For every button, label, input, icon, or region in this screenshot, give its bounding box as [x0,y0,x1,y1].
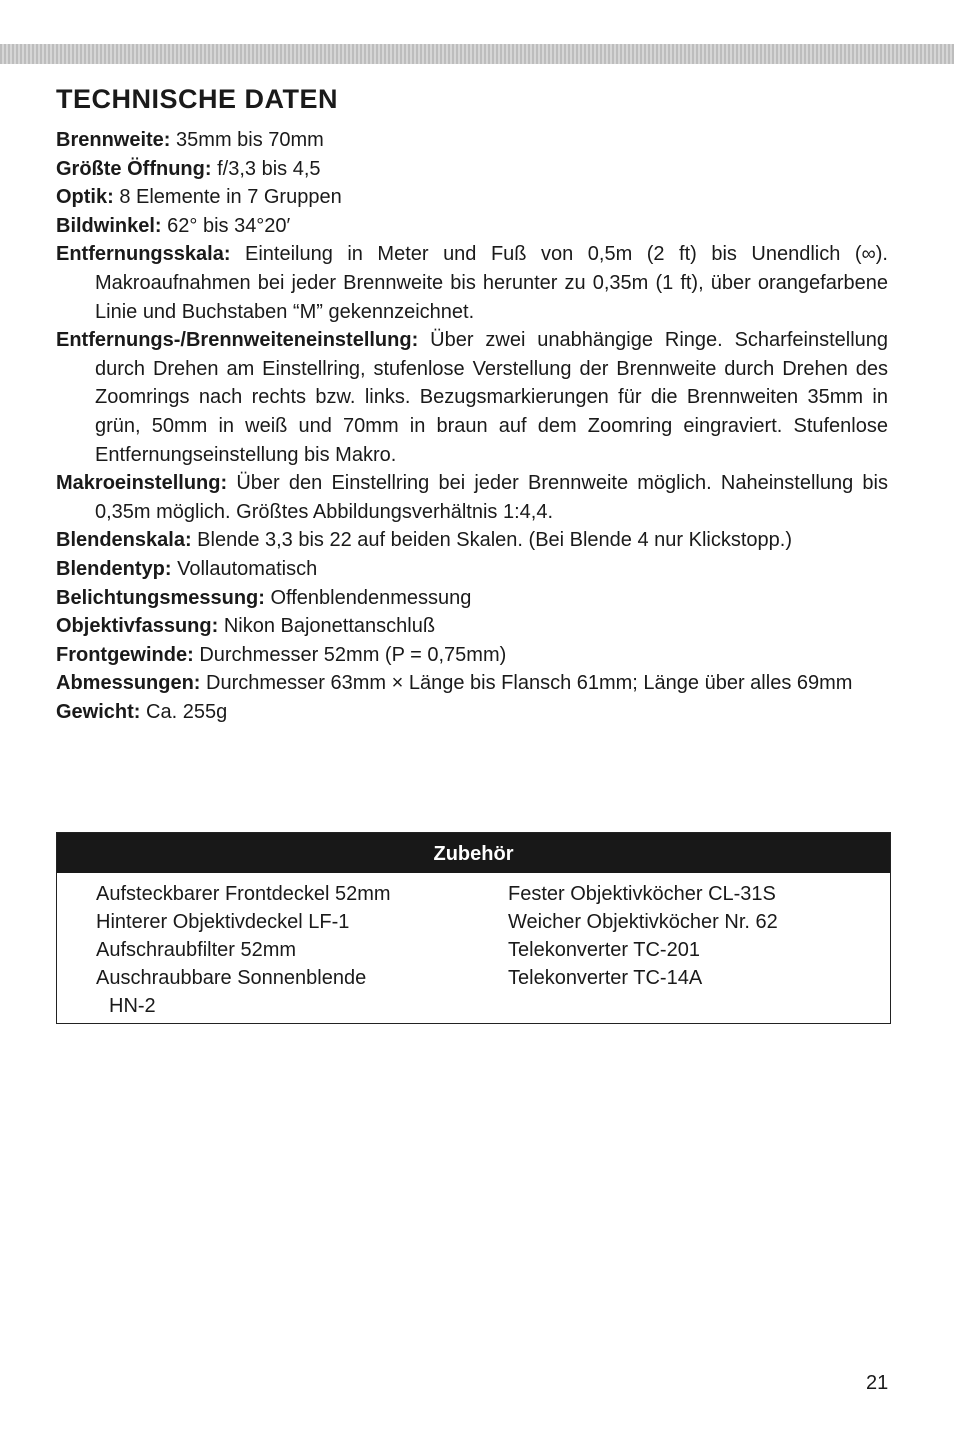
spec-label: Entfernungs-/Brennweiteneinstellung: [56,329,419,352]
accessory-item [96,880,391,908]
spec-value: Nikon Bajonettanschluß [223,615,436,638]
spec-label: Belichtungsmessung: [56,586,265,609]
spec-label: Objektivfassung: [56,615,219,638]
spec-value: 35mm bis 70mm [176,129,324,151]
spec-item [56,698,888,727]
spec-item [56,669,888,698]
spec-label: Abmessungen: [56,672,201,695]
accessory-item [96,908,391,936]
spec-value: Über den Einstellring bei jeder Brennweite möglich. Naheinstellung bis 0,35m möglich. Größtes Abbildungsverhältnis 1:4,4. [95,472,888,523]
spec-label: Blendentyp: [56,557,172,580]
accessory-label-continuation: HN-2 [109,995,156,1017]
accessory-label: Telekonverter TC-201 [508,939,700,961]
spec-value: Einteilung in Meter und Fuß von 0,5m (2 ft) bis Unendlich (∞). Makroaufnahmen bei jeder Brennweite bis herunter zu 0,35m (1 ft), über orangefarbene Linie und Buchstaben “M” gekennzeichnet. [95,243,888,323]
spec-item [56,526,888,555]
spec-value: Durchmesser 52mm (P = 0,75mm) [199,643,507,666]
spec-item [56,641,888,670]
spec-item [56,555,888,584]
spec-value: Durchmesser 63mm × Länge bis Flansch 61mm; Länge über alles 69mm [206,672,853,695]
accessory-label: Weicher Objektivköcher Nr. 62 [508,911,778,933]
spec-item [56,126,888,155]
spec-item [56,584,888,613]
accessory-label: Telekonverter TC-14A [508,967,703,989]
spec-label: Entfernungsskala: [56,243,231,266]
accessory-item [508,936,778,964]
spec-value: Über zwei unabhängige Ringe. Scharfeinstellung durch Drehen am Einstellring, stufenlose Verstellung der Brennweite durch Drehen des Zoomrings nach rechts bzw. links. Bezugsmarkierungen für die Brennweiten 35mm in grün, 50mm in weiß und 70mm in braun auf dem Zoomring eingraviert. Stufenlose Entfernungseinstellung bis Makro. [95,329,889,466]
accessories-right-column [508,880,778,992]
accessories-box [56,832,891,1024]
spec-label: Makroeinstellung: [56,472,228,495]
spec-value: f/3,3 bis 4,5 [217,157,321,180]
spec-list [56,126,888,726]
page-heading: TECHNISCHE DATEN [56,84,339,114]
spec-value: Blende 3,3 bis 22 auf beiden Skalen. (Bei Blende 4 nur Klickstopp.) [197,529,792,552]
spec-value: 62° bis 34°20′ [167,214,291,237]
spec-label: Optik: [56,186,114,209]
spec-item [56,612,888,641]
spec-item [56,183,888,212]
accessory-item [96,964,391,1020]
spec-item [56,212,888,241]
accessory-item [508,964,778,992]
accessory-label: Fester Objektivköcher CL-31S [508,883,776,905]
spec-item [56,155,888,184]
spec-value: 8 Elemente in 7 Gruppen [119,186,342,209]
spec-item [56,240,888,326]
spec-label: Bildwinkel: [56,214,162,237]
accessory-label: Aufsteckbarer Frontdeckel 52mm [96,883,391,905]
accessories-left-column [96,880,391,1020]
spec-label: Größte Öffnung: [56,157,212,180]
top-border-bar [0,44,954,64]
spec-value: Offenblendenmessung [270,586,472,609]
spec-item [56,326,888,469]
accessory-item [96,936,391,964]
accessory-item [508,880,778,908]
spec-label: Gewicht: [56,700,141,723]
accessory-item [508,908,778,936]
accessory-label: Hinterer Objektivdeckel LF-1 [96,911,350,933]
spec-label: Blendenskala: [56,529,192,552]
accessory-label: Aufschraubfilter 52mm [96,939,297,961]
spec-item [56,469,888,526]
spec-value: Vollautomatisch [177,557,318,580]
accessory-label: Auschraubbare Sonnenblende [96,967,367,989]
spec-label: Frontgewinde: [56,643,194,666]
accessories-title: Zubehör [57,833,890,873]
spec-label: Brennweite: [56,129,171,151]
spec-value: Ca. 255g [146,700,228,723]
page-number: 21 [866,1372,889,1394]
